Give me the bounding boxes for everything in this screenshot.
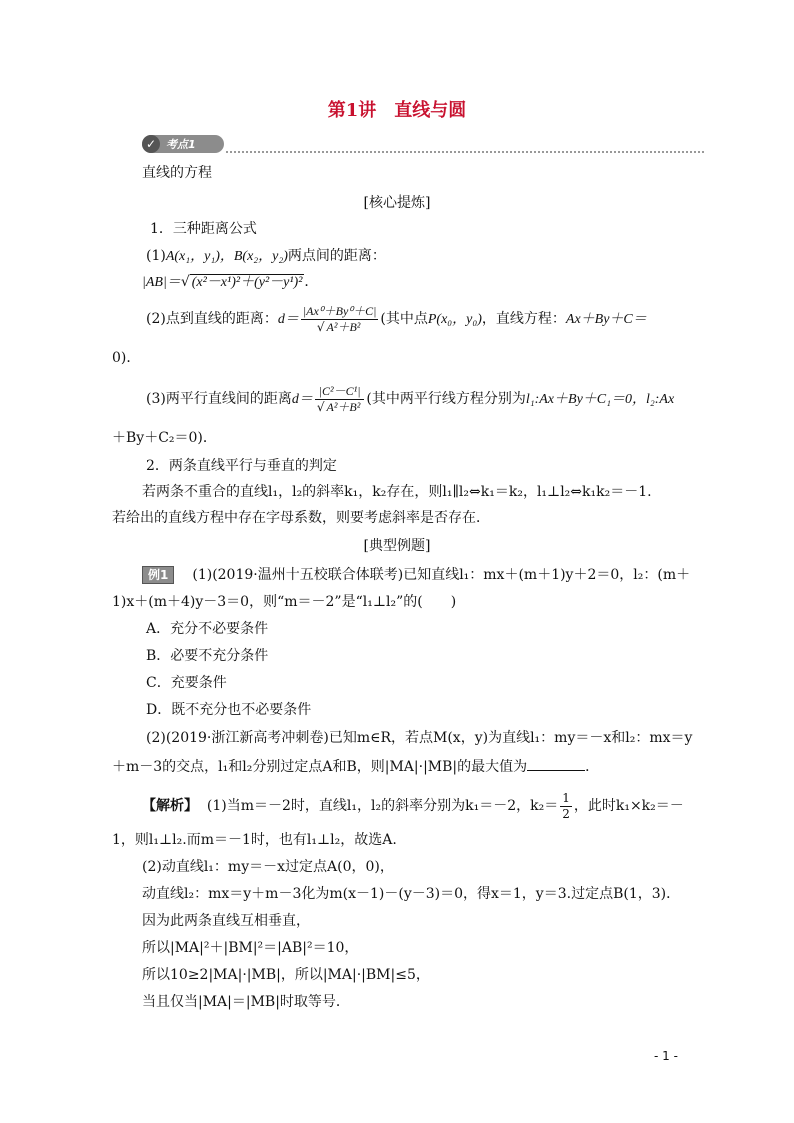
text-line: (2)(2019·浙江新高考冲刺卷)已知m∈R，若点M(x，y)为直线l₁：my＝－x和l₂：mx＝y [146,730,693,746]
core-label: [核心提炼] [363,195,431,211]
point-line-distance: (2)点到直线的距离：d＝ $\frac{\text{|Ax⁰＋By⁰＋C|}}{\text{√ A²＋B²}}$ (其中点P(x₀，y₀)，直线方程：Ax＋By＋C＝ [146,303,647,334]
kaodian-label: 考点1 [166,138,196,151]
option-d: D．既不充分也不必要条件 [146,702,312,718]
text-line: (2)动直线l₁：my＝－x过定点A(0，0)， [142,859,394,875]
text-line: 因为此两条直线互相垂直， [142,913,310,929]
fraction: $\frac{\text{|C²－C¹|}}{\text{√ A²＋B²}}$ [315,384,365,415]
text-line: 若给出的直线方程中存在字母系数，则要考虑斜率是否存在． [112,510,490,526]
fraction: $\frac{\text{|Ax⁰＋By⁰＋C|}}{\text{√ A²＋B²}}$ [302,303,377,334]
option-a: A．充分不必要条件 [146,621,269,637]
example-question: 例1 (1)(2019·温州十五校联合体联考)已知直线l₁：mx＋(m＋1)y＋2＝0，l₂：(m＋ [142,565,690,585]
text-line: 1．三种距离公式 [150,221,257,237]
check-icon: ✓ [142,135,160,153]
distance-formula: |AB|＝√ (x²－x¹)²＋(y²－y¹)² ． [142,274,319,290]
page-title: 第1讲 直线与圆 [327,100,467,121]
text-line: 所以10≥2|MA|·|MB|，所以|MA|·|BM|≤5， [142,967,430,983]
text-line: 2．两条直线平行与垂直的判定 [146,458,337,474]
parallel-distance: (3)两平行直线间的距离d＝ $\frac{\text{|C²－C¹|}}{\text{√ A²＋B²}}$ (其中两平行线方程分别为l₁:Ax＋By＋C₁＝0，l₂:Ax [146,383,675,414]
text-line: 1)x＋(m＋4)y－3＝0，则“m＝－2”是“l₁⊥l₂”的( ) [112,594,457,610]
page-number: - 1 - [654,1049,678,1063]
text-line: 所以|MA|²＋|BM|²＝|AB|²＝10， [142,940,359,956]
text-line: ＋By＋C₂＝0)． [112,430,217,446]
text-line: 动直线l₂：mx＝y＋m－3化为m(x－1)－(y－3)＝0，得x＝1，y＝3.过定点B(1，3)． [142,886,681,902]
dotted-divider [226,151,704,153]
kaodian-badge [142,135,224,153]
option-b: B．必要不充分条件 [146,648,269,664]
typical-label: [典型例题] [363,538,431,554]
solution-label: 【解析】 [142,798,198,814]
answer-blank [527,756,585,771]
text-line: 0)． [112,350,141,366]
example-badge: 例1 [142,566,174,584]
fraction: $\frac{1}{2}$ [562,790,570,821]
text-line: (1)A(x₁，y₁)，B(x₂，y₂)两点间的距离： [146,248,386,264]
text-line: 若两条不重合的直线l₁，l₂的斜率k₁，k₂存在，则l₁∥l₂⇔k₁＝k₂，l₁⊥l₂⇔k₁k₂＝－1. [142,484,652,500]
option-c: C．充要条件 [146,675,227,691]
solution-line: 【解析】 (1)当m＝－2时，直线l₁，l₂的斜率分别为k₁＝－2，k₂＝ $\frac{1}{2}$ ，此时k₁×k₂＝－ [142,790,684,821]
text-line: ＋m－3的交点，l₁和l₂分别过定点A和B，则|MA|·|MB|的最大值为 ． [112,756,599,777]
text-line: 1，则l₁⊥l₂.而m＝－1时，也有l₁⊥l₂，故选A. [112,832,397,848]
section-heading: 直线的方程 [142,165,212,181]
kaodian-bar [142,135,704,155]
text-line: 当且仅当|MA|＝|MB|时取等号． [142,994,350,1010]
